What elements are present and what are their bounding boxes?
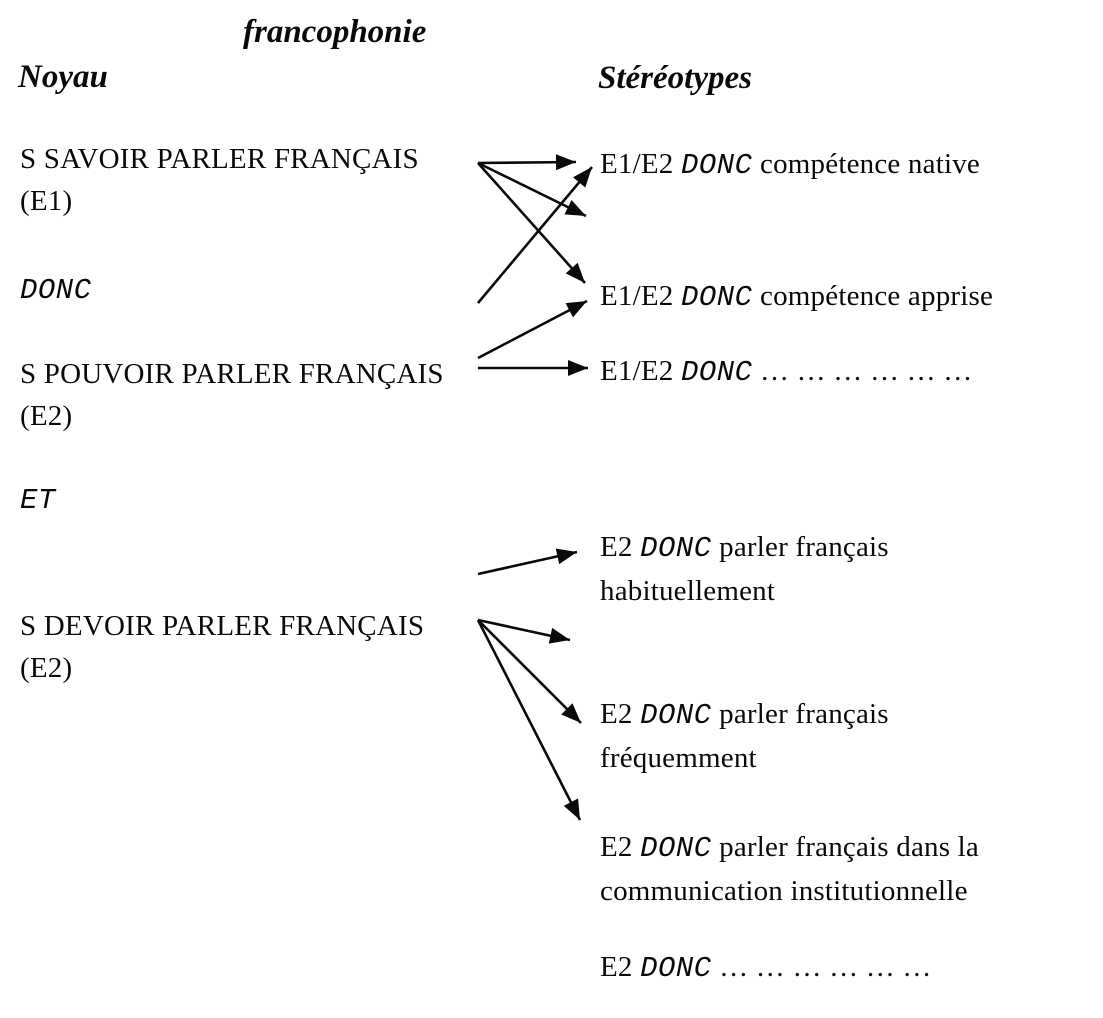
arrow-savoir-to-empty-slot bbox=[478, 163, 586, 216]
keyword: ET bbox=[20, 484, 56, 517]
keyword: DONC bbox=[680, 281, 753, 314]
arrow-devoir-to-institutionnelle bbox=[478, 620, 580, 820]
column-header-stereotypes: Stéréotypes bbox=[598, 60, 752, 96]
keyword: DONC bbox=[680, 149, 753, 182]
diagram-title-francophonie: francophonie bbox=[243, 14, 427, 50]
node-stereotype-competence-apprise: E1/E2 DONC compétence apprise bbox=[600, 280, 994, 314]
node-stereotype-dots-2: E2 DONC … … … … … … bbox=[600, 951, 932, 985]
node-stereotype-institutionnelle: E2 DONC parler français dans la communication institutionnelle bbox=[600, 831, 979, 907]
keyword: DONC bbox=[20, 274, 92, 307]
node-stereotype-dots-1: E1/E2 DONC … … … … … … bbox=[600, 355, 973, 389]
keyword: DONC bbox=[640, 699, 712, 732]
arrow-devoir-to-empty-slot bbox=[478, 620, 570, 640]
arrow-devoir-to-habituellement bbox=[478, 552, 577, 574]
keyword: DONC bbox=[640, 952, 712, 985]
node-stereotype-competence-native: E1/E2 DONC compétence native bbox=[600, 148, 980, 182]
arrow-savoir-to-apprise bbox=[478, 163, 585, 283]
arrow-donc-to-native bbox=[478, 167, 592, 303]
node-stereotype-frequemment: E2 DONC parler français fréquemment bbox=[600, 698, 889, 774]
keyword: DONC bbox=[640, 532, 712, 565]
node-noyau-savoir-e1: S SAVOIR PARLER FRANÇAIS (E1) bbox=[20, 143, 419, 217]
node-noyau-pouvoir-e2: S POUVOIR PARLER FRANÇAIS (E2) bbox=[20, 358, 444, 432]
node-stereotype-habituellement: E2 DONC parler français habituellement bbox=[600, 531, 889, 607]
node-noyau-devoir-e2: S DEVOIR PARLER FRANÇAIS (E2) bbox=[20, 610, 425, 684]
keyword: DONC bbox=[640, 832, 712, 865]
arrow-pouvoir-to-apprise bbox=[478, 301, 587, 358]
node-noyau-connector-et bbox=[20, 478, 56, 522]
arrow-devoir-to-frequemment bbox=[478, 620, 581, 723]
arrow-savoir-to-native bbox=[478, 162, 576, 163]
column-header-noyau: Noyau bbox=[18, 59, 108, 95]
node-noyau-connector-donc bbox=[20, 268, 92, 312]
keyword: DONC bbox=[680, 356, 753, 389]
